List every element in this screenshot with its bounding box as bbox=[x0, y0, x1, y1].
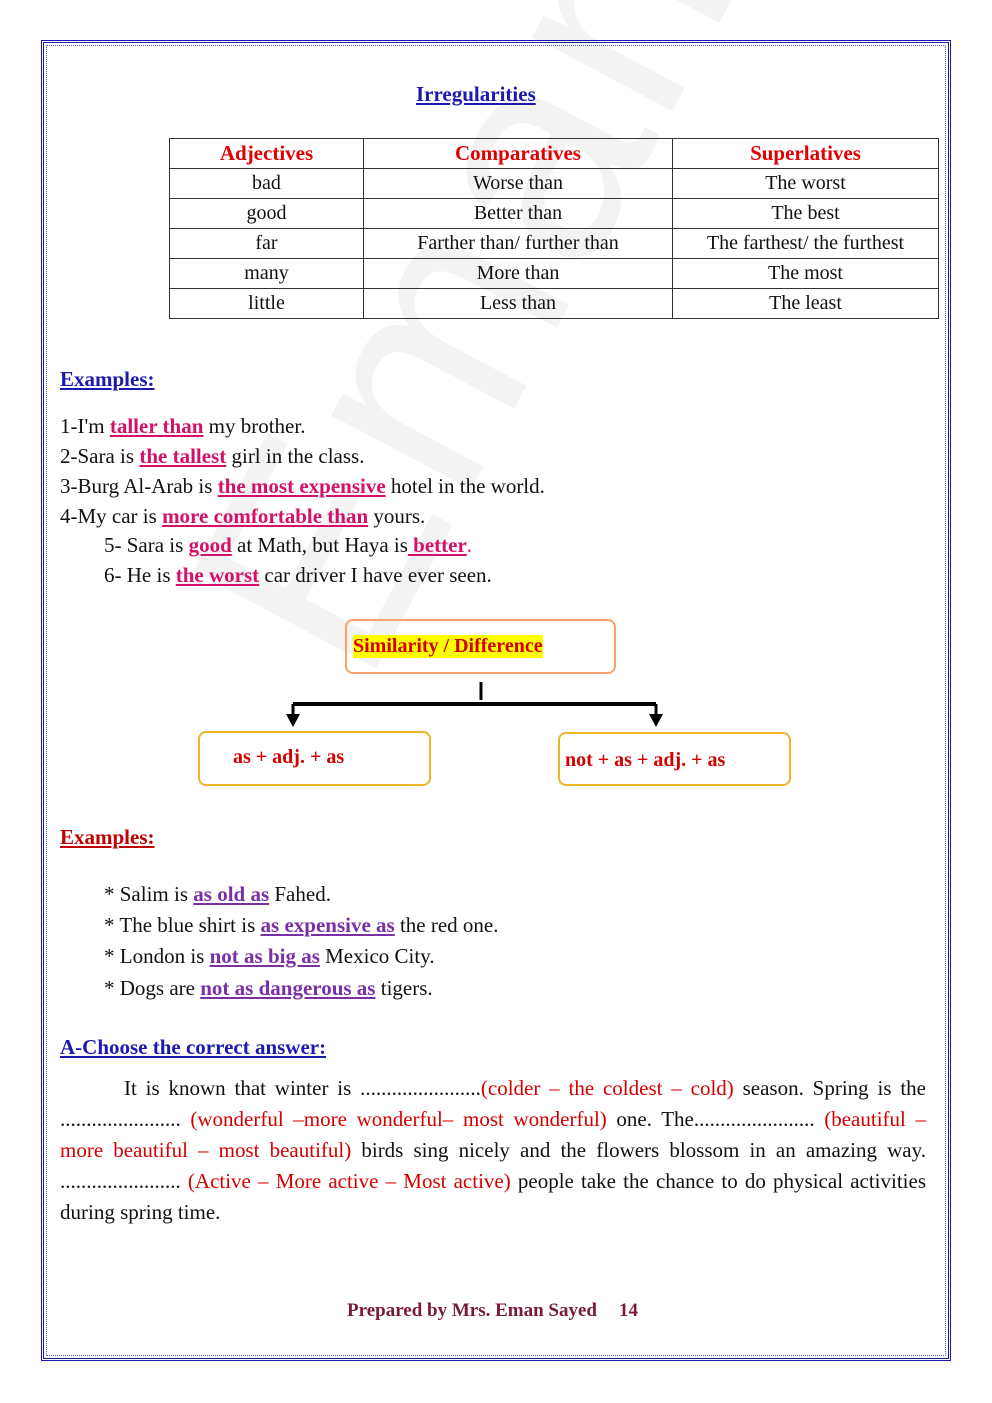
not-as-adj-as-label: not + as + adj. + as bbox=[565, 749, 726, 771]
choice-options: (Active – More active – Most active) bbox=[187, 1169, 511, 1193]
example-line: 3-Burg Al-Arab is the most expensive hotel in the world. bbox=[60, 474, 545, 498]
table-cell: The farthest/ the furthest bbox=[673, 229, 939, 259]
example-line: 1-I'm taller than my brother. bbox=[60, 414, 306, 438]
table-header: Adjectives bbox=[170, 139, 364, 169]
similarity-difference-label: Similarity / Difference bbox=[353, 635, 543, 657]
footer bbox=[347, 1300, 638, 1322]
as-adj-as-label: as + adj. + as bbox=[233, 746, 345, 768]
table-cell: The worst bbox=[673, 169, 939, 199]
table-cell: far bbox=[170, 229, 364, 259]
table-header: Superlatives bbox=[673, 139, 939, 169]
as-adj-as-box bbox=[198, 731, 431, 786]
example-line: * Dogs are not as dangerous as tigers. bbox=[104, 976, 433, 1000]
table-cell: Worse than bbox=[364, 169, 673, 199]
examples-heading: Examples: bbox=[60, 367, 155, 391]
example-line: 2-Sara is the tallest girl in the class. bbox=[60, 444, 365, 468]
choice-options: (beautiful –more beautiful – most beautiful) bbox=[60, 1107, 926, 1162]
table-cell: The least bbox=[673, 289, 939, 319]
footer-prepared-by: Prepared by Mrs. Eman Sayed bbox=[347, 1300, 597, 1321]
page-number: 14 bbox=[619, 1300, 638, 1321]
example-line: * London is not as big as Mexico City. bbox=[104, 944, 435, 968]
example-line: 5- Sara is good at Math, but Haya is better. bbox=[104, 533, 473, 557]
example-line: * Salim is as old as Fahed. bbox=[104, 882, 331, 906]
example-line: 6- He is the worst car driver I have ever seen. bbox=[104, 563, 492, 587]
table-cell: Less than bbox=[364, 289, 673, 319]
table-cell: little bbox=[170, 289, 364, 319]
page-title: Irregularities bbox=[416, 82, 536, 106]
table-cell: bad bbox=[170, 169, 364, 199]
table-cell: More than bbox=[364, 259, 673, 289]
choice-options: (wonderful –more wonderful– most wonderful) bbox=[190, 1107, 607, 1131]
table-cell: good bbox=[170, 199, 364, 229]
exercise-heading: A-Choose the correct answer: bbox=[60, 1035, 327, 1059]
table-cell: many bbox=[170, 259, 364, 289]
not-as-adj-as-box bbox=[558, 732, 791, 786]
choice-options: (colder – the coldest – cold) bbox=[480, 1076, 734, 1100]
table-cell: The most bbox=[673, 259, 939, 289]
table-cell: The best bbox=[673, 199, 939, 229]
table-header: Comparatives bbox=[364, 139, 673, 169]
exercise-paragraph: It is known that winter is .......................(colder – the coldest – cold) season. Spring is the ....................... (wonderful –more wonderful– most wonderful) one. The....................... (beautiful –more beautiful – most beautiful) birds sing nicely and the flowers blossom in an amazing way. ....................... (Active – More active – Most active) people take the chance to do physical activities during spring time. bbox=[60, 1076, 927, 1224]
examples-heading-2: Examples: bbox=[60, 825, 155, 849]
example-line: * The blue shirt is as expensive as the red one. bbox=[104, 913, 499, 937]
example-line: 4-My car is more comfortable than yours. bbox=[60, 504, 426, 528]
table-cell: Farther than/ further than bbox=[364, 229, 673, 259]
table-cell: Better than bbox=[364, 199, 673, 229]
